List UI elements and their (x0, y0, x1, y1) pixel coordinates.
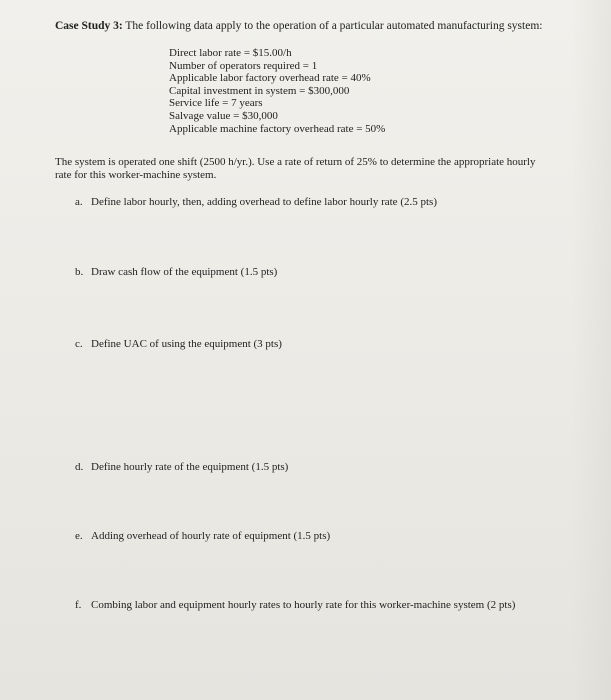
question-b-label: b. (75, 266, 84, 278)
question-e-label: e. (75, 530, 83, 542)
question-e-text: Adding overhead of hourly rate of equipment (1.5 pts) (91, 530, 331, 542)
question-a-label: a. (75, 196, 83, 208)
question-c-label: c. (75, 338, 83, 350)
case-study-intro: The following data apply to the operation of a particular automated manufacturing system: (122, 20, 543, 32)
problem-statement (55, 156, 575, 182)
question-d-label: d. (75, 461, 84, 473)
case-study-title (55, 20, 542, 32)
problem-statement-line-2: rate for this worker-machine system. (55, 169, 217, 181)
question-a (75, 196, 437, 208)
page-edge-shadow (571, 0, 611, 700)
question-c (75, 338, 282, 350)
data-item-capital-investment: Capital investment in system = $300,000 (169, 84, 350, 97)
data-item-service-life: Service life = 7 years (169, 97, 263, 110)
data-item-labor-rate: Direct labor rate = $15.00/h (169, 47, 292, 59)
question-f-text: Combing labor and equipment hourly rates to hourly rate for this worker-machine system (2 pts) (91, 599, 516, 611)
question-a-text: Define labor hourly, then, adding overhead to define labor hourly rate (2.5 pts) (91, 196, 437, 208)
question-d-text: Define hourly rate of the equipment (1.5 pts) (91, 461, 289, 473)
data-item-machine-overhead: Applicable machine factory overhead rate = 50% (169, 122, 386, 135)
case-study-heading: Case Study 3: (55, 20, 123, 32)
question-d (75, 461, 288, 473)
question-f-label: f. (75, 599, 82, 611)
question-f (75, 599, 515, 611)
question-c-text: Define UAC of using the equipment (3 pts) (91, 338, 282, 350)
problem-statement-line-1: The system is operated one shift (2500 h/yr.). Use a rate of return of 25% to determine the appropriate hourly (55, 156, 536, 168)
data-item-labor-overhead: Applicable labor factory overhead rate = 40% (169, 72, 371, 85)
question-e (75, 530, 330, 542)
data-item-operators: Number of operators required = 1 (169, 59, 318, 72)
question-b-text: Draw cash flow of the equipment (1.5 pts) (91, 266, 278, 278)
question-b (75, 266, 277, 278)
data-item-salvage-value: Salvage value = $30,000 (169, 109, 278, 122)
system-data-list (169, 47, 385, 135)
